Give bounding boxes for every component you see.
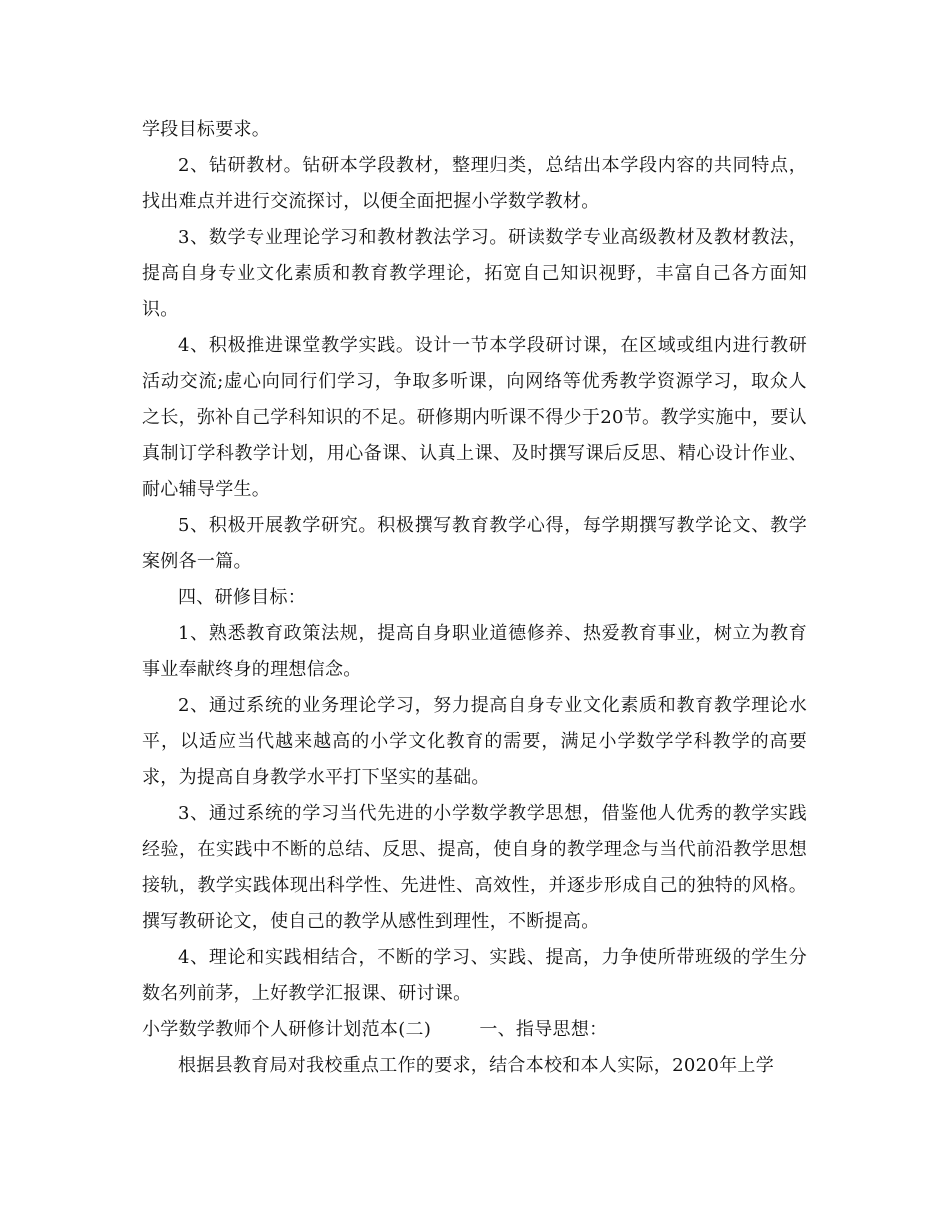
paragraph-goal-3: 3、通过系统的学习当代先进的小学数学教学思想，借鉴他人优秀的教学实践经验，在实践中不断的总结、反思、提高，使自身的教学理念与当代前沿教学思想接轨，教学实践体现出科学性、先进性、高效性，并逐步形成自己的独特的风格。撰写教研论文，使自己的教学从感性到理性，不断提高。: [142, 803, 807, 932]
paragraph-goal-2: 2、通过系统的业务理论学习，努力提高自身专业文化素质和教育教学理论水平，以适应当代越来越高的小学文化教育的需要，满足小学数学学科教学的高要求，为提高自身教学水平打下坚实的基础。: [142, 695, 807, 788]
paragraph-continuation: 学段目标要求。: [142, 119, 271, 140]
paragraph-classroom-practice: 4、积极推进课堂教学实践。设计一节本学段研讨课，在区域或组内进行教研活动交流;虚心向同行们学习，争取多听课，向网络等优秀教学资源学习，取众人之长，弥补自己学科知识的不足。研修期内听课不得少于20节。教学实施中，要认真制订学科教学计划，用心备课、认真上课、及时撰写课后反思、精心设计作业、耐心辅导学生。: [142, 335, 807, 500]
paragraph-guiding-ideology: 根据县教育局对我校重点工作的要求，结合本校和本人实际，2020年上学: [178, 1055, 775, 1076]
paragraph-goal-1: 1、熟悉教育政策法规，提高自身职业道德修养、热爱教育事业，树立为教育事业奉献终身的理想信念。: [142, 623, 807, 680]
section-heading-goals: 四、研修目标：: [178, 587, 307, 608]
paragraph-goal-4: 4、理论和实践相结合，不断的学习、实践、提高，力争使所带班级的学生分数名列前茅，上好教学汇报课、研讨课。: [142, 947, 807, 1004]
paragraph-theory-study: 3、数学专业理论学习和教材教法学习。研读数学专业高级教材及教材教法，提高自身专业文化素质和教育教学理论，拓宽自己知识视野，丰富自己各方面知识。: [142, 227, 807, 320]
document-body: [142, 112, 807, 1084]
document-title-part-two: 小学数学教师个人研修计划范本(二) 一、指导思想：: [142, 1019, 608, 1040]
paragraph-teaching-research: 5、积极开展教学研究。积极撰写教育教学心得，每学期撰写教学论文、教学案例各一篇。: [142, 515, 807, 572]
paragraph-study-textbooks: 2、钻研教材。钻研本学段教材，整理归类，总结出本学段内容的共同特点，找出难点并进行交流探讨，以便全面把握小学数学教材。: [142, 155, 807, 212]
